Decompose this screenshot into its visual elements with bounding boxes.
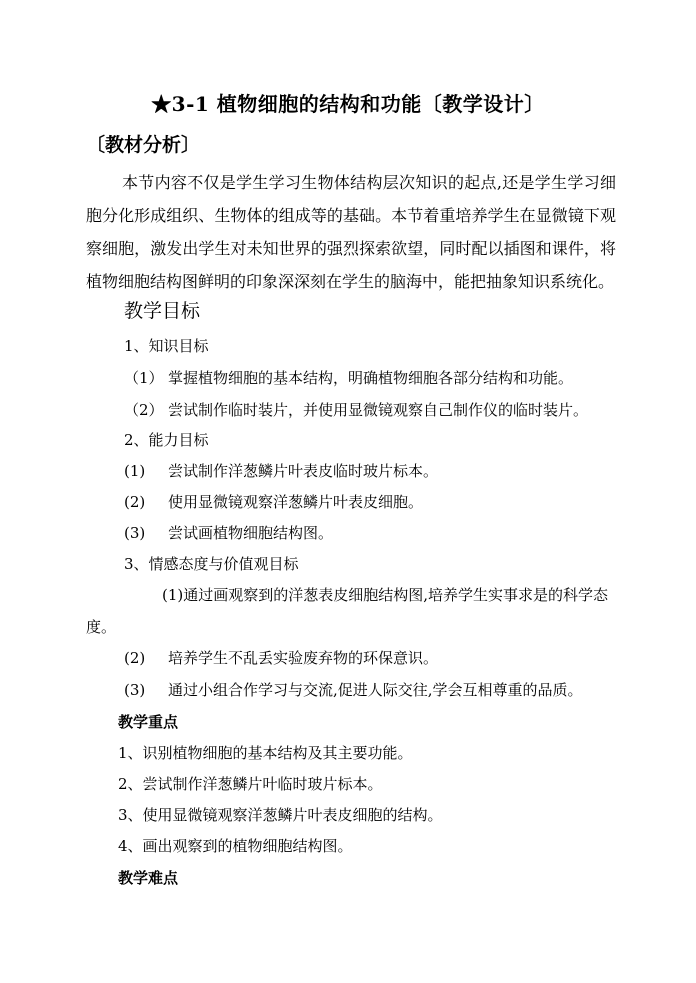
knowledge-objectives-heading: 1、知识目标 [124,337,209,355]
ability-item-1-text: 尝试制作洋葱鳞片叶表皮临时玻片标本。 [168,462,439,480]
emotion-item-3 [124,679,583,700]
document-title: ★3-1 植物细胞的结构和功能〔教学设计〕 [151,92,545,116]
knowledge-item-1 [124,367,573,388]
ability-item-1-number: (1) [124,462,146,480]
ability-item-2-number: (2) [124,493,146,511]
emotion-item-3-number: (3) [124,681,146,699]
knowledge-item-2 [124,399,588,420]
knowledge-item-2-text: 尝试制作临时装片，并使用显微镜观察自己制作仪的临时装片。 [168,401,589,419]
key-points-heading: 教学重点 [118,713,179,731]
emotion-item-2-text: 培养学生不乱丢实验废弃物的环保意识。 [168,649,439,667]
key-point-3: 3、使用显微镜观察洋葱鳞片叶表皮细胞的结构。 [118,806,443,824]
key-point-4: 4、画出观察到的植物细胞结构图。 [118,837,353,855]
analysis-paragraph: 本节内容不仅是学生学习生物体结构层次知识的起点,还是学生学习细胞分化形成组织、生物体的组成等的基础。本节着重培养学生在显微镜下观察细胞，激发出学生对未知世界的强烈探索欲望，同时配以插图和课件，将植物细胞结构图鲜明的印象深深刻在学生的脑海中，能把抽象知识系统化。 [86,173,616,291]
emotion-item-2 [124,647,438,668]
objectives-heading: 教学目标 [124,300,201,322]
knowledge-item-2-number: （2） [124,401,164,419]
emotion-item-1-number: (1) [162,586,184,604]
emotion-item-3-text: 通过小组合作学习与交流,促进人际交往,学会互相尊重的品质。 [168,681,583,699]
ability-item-3-number: (3) [124,524,146,542]
emotion-item-2-number: (2) [124,649,146,667]
key-point-2: 2、尝试制作洋葱鳞片叶临时玻片标本。 [118,775,383,793]
ability-objectives-heading: 2、能力目标 [124,431,209,449]
ability-item-3 [124,522,333,543]
ability-item-2 [124,491,423,512]
emotion-item-1-text: 通过画观察到的洋葱表皮细胞结构图,培养学生实事求是的科学态度。 [86,586,609,636]
ability-item-1 [124,460,438,481]
analysis-heading: 〔教材分析〕 [86,134,201,156]
emotion-objectives-heading: 3、情感态度与价值观目标 [124,555,299,573]
knowledge-item-1-text: 掌握植物细胞的基本结构，明确植物细胞各部分结构和功能。 [168,369,574,387]
ability-item-2-text: 使用显微镜观察洋葱鳞片叶表皮细胞。 [168,493,424,511]
emotion-item-1 [86,579,616,643]
ability-item-3-text: 尝试画植物细胞结构图。 [168,524,334,542]
key-point-1: 1、识别植物细胞的基本结构及其主要功能。 [118,744,413,762]
difficulties-heading: 教学难点 [118,869,179,887]
knowledge-item-1-number: （1） [124,369,164,387]
